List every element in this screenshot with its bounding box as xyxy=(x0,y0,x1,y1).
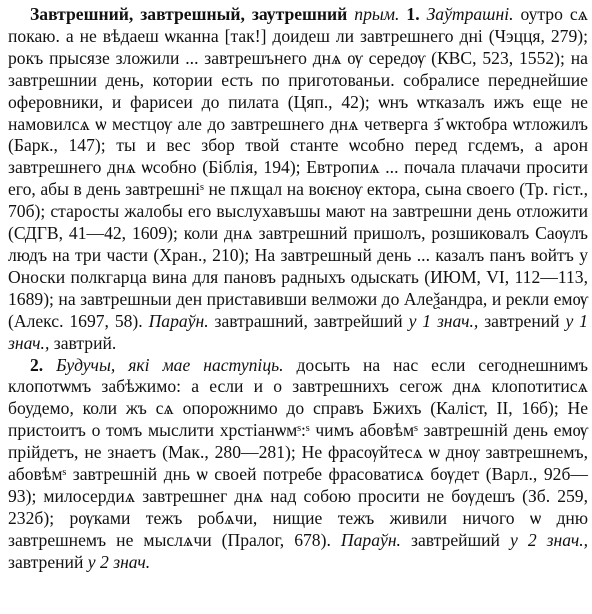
sense-1-parallels-label: Параўн. xyxy=(148,310,209,331)
parallel-ref: у 2 знач. xyxy=(87,551,151,572)
sense-1-number: 1. xyxy=(406,4,420,24)
parallel-word: завтрий. xyxy=(53,332,117,353)
parallel-word: завтрейший xyxy=(411,529,500,550)
parallel-ref: у 1 знач., xyxy=(408,310,479,331)
parallel-word: завтрашний, завтрейший xyxy=(214,310,403,331)
sense-1-translation: Заўтрашні. xyxy=(426,4,514,24)
sense-2-citations: досыть на наc если сегоднешнимъ клопотѡмъ забѣжимо: а если и о завтрешнихъ сегож днѧ клопотитисѧ боудемо, коли жъ сѧ опорожнимо до справъ Бжихъ (Каліст, II, 16б); Не пристоитъ о томъ мыслити хрстіанѡмˢ:ˢ чимъ абовѣмˢ завтрешній день емѹ прійдетъ, не знаетъ (Мак., 280—281); Не фрасѹйтесѧ ѡ днѹ завтрешнемъ, абовѣмˢ завтрешній днь ѡ своей потребе фрасоватисѧ бѹдет (Варл., 92б—93); милосердиѧ завтрешнег днѧ над собою просити не бѹдешъ (Зб. 259, 232б); рѹками тежъ робѧчи, нищие тежъ живили ничого ѡ дню завтрешнемъ не мыслѧчи (Пралог, 678). xyxy=(8,354,588,550)
sense-2-parallels-label: Параўн. xyxy=(340,529,401,550)
sense-2-translation: Будучы, які мае наступіць. xyxy=(56,354,284,375)
parallel-word: завтрений xyxy=(8,551,84,572)
parallel-ref: у 2 знач., xyxy=(510,529,589,550)
sense-2-number: 2. xyxy=(30,354,44,375)
sense-1-citations: оутро сѧ покаю. а не вѣдаеш ѡканна [так!] доидеш ли завтрешнего дні (Чэцця, 279); рокъ прысязе зложили ... завтрешънего днѧ ѹ середѹ (КВС, 523, 1552); на завтрешнии день, котории есть по приготованьи. собралисе переднейшие оферовники, и фарисеи до пилата (Цяп., 42); ѡнъ ѡтказалъ ижъ еще не намовилсѧ ѡ местцѹ але до завтрешнего днѧ четверга з҃ ѡктобра ѡтложилъ (Барк., 147); ты и вес збор твой станте ѡсобно перед гсдемъ, а арон завтрешнего днѧ ѡсобно (Біблія, 194); Евтропиѧ ... почала плачачи просити его, абы в день завтрешнiˢ не пѫщал на воѥнѹ ектора, сына своего (Тр. гіст., 70б); старосты жалобы его выслухавъшы мают на завтрешни день отложити (СДГВ, 41—42, 1609); коли днѧ завтрешний пришолъ, розшиковалъ Саѹлъ людъ на три части (Хран., 210); На завтрешный день ... казалъ панъ войтъ у Оноски полкгарца вина для пановъ радныхъ одыскать (ИЮМ, VI, 112—113, 1689); на завтрешныи ден приставивши велможи до Алеѯандра, и рекли емѹ (Алекс. 1697, 58). xyxy=(8,4,589,331)
sense-2-paragraph xyxy=(8,355,588,574)
parallel-word: завтрений xyxy=(484,310,560,331)
part-of-speech-note: прым. xyxy=(354,4,400,24)
parallel-ref: у 1 знач., xyxy=(8,310,588,353)
sense-1-paragraph xyxy=(8,4,588,355)
headword: Завтрешний, завтрешный, заутрешний xyxy=(30,4,348,24)
